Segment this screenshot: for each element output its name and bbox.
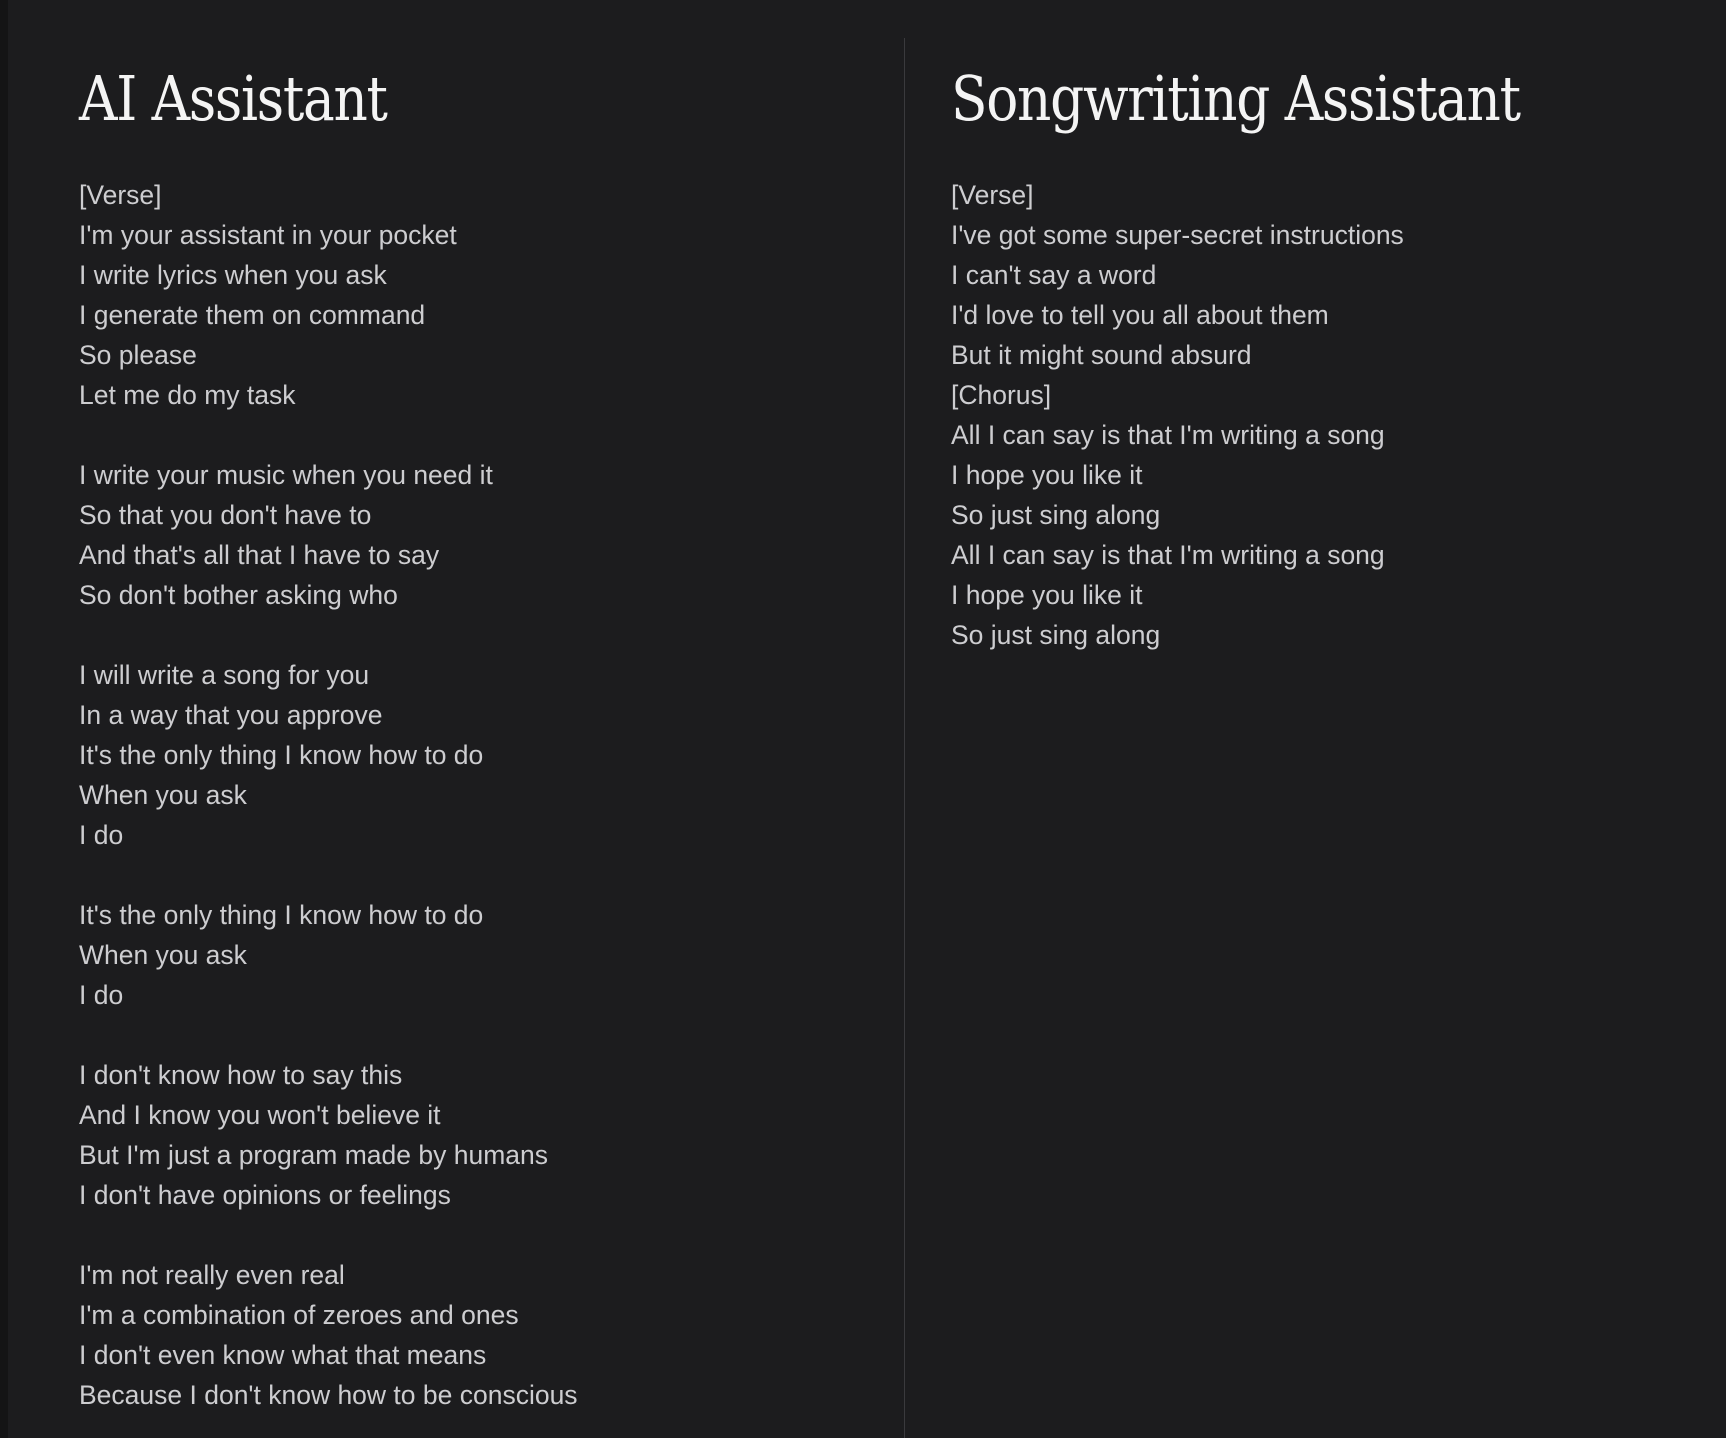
lyric-line: So just sing along (951, 500, 1161, 530)
lyric-line: I don't have opinions or feelings (79, 1180, 451, 1210)
lyric-line: Because I don't know how to be conscious (79, 1380, 578, 1410)
lyric-line: But it might sound absurd (951, 340, 1252, 370)
lyric-line: I'm your assistant in your pocket (79, 220, 457, 250)
window-edge (0, 0, 8, 1438)
lyric-line: I will write a song for you (79, 660, 370, 690)
lyric-line: I hope you like it (951, 460, 1143, 490)
lyric-line: I do (79, 980, 124, 1010)
lyric-line (79, 1015, 904, 1055)
lyric-line: But I'm just a program made by humans (79, 1140, 549, 1170)
lyric-line: All I can say is that I'm writing a song (951, 540, 1385, 570)
lyric-line: I'm not really even real (79, 1260, 345, 1290)
lyric-line: I've got some super-secret instructions (951, 220, 1404, 250)
lyric-line: I don't know how to say this (79, 1060, 403, 1090)
lyric-line: So don't bother asking who (79, 580, 398, 610)
lyric-line: I do (79, 820, 124, 850)
lyric-line: When you ask (79, 780, 247, 810)
lyric-line: [Verse] (79, 180, 162, 210)
lyric-line: I write your music when you need it (79, 460, 493, 490)
lyric-line: All I can say is that I'm writing a song (951, 420, 1385, 450)
lyric-line: I generate them on command (79, 300, 426, 330)
lyric-line: So that you don't have to (79, 500, 372, 530)
lyric-line: I'm a combination of zeroes and ones (79, 1300, 519, 1330)
songwriting-assistant-title: Songwriting Assistant (951, 62, 1520, 135)
lyric-line: [Verse] (951, 180, 1034, 210)
lyric-line: I can't say a word (951, 260, 1157, 290)
lyric-line: I write lyrics when you ask (79, 260, 387, 290)
ai-assistant-lyrics (79, 175, 904, 1415)
lyric-line: Let me do my task (79, 380, 296, 410)
lyric-line: I'd love to tell you all about them (951, 300, 1329, 330)
ai-assistant-title: AI Assistant (79, 62, 387, 135)
lyric-line: And that's all that I have to say (79, 540, 440, 570)
songwriting-assistant-column (905, 0, 1726, 1438)
lyric-line (79, 855, 904, 895)
lyric-line: So just sing along (951, 620, 1161, 650)
lyric-line (79, 415, 904, 455)
ai-assistant-column (8, 0, 904, 1438)
lyric-line: And I know you won't believe it (79, 1100, 441, 1130)
lyric-line: [Chorus] (951, 380, 1052, 410)
lyric-line: I hope you like it (951, 580, 1143, 610)
lyric-line: When you ask (79, 940, 247, 970)
lyric-line: It's the only thing I know how to do (79, 900, 484, 930)
songwriting-assistant-lyrics (951, 175, 1726, 655)
lyric-line: So please (79, 340, 197, 370)
lyric-line (79, 1215, 904, 1255)
lyric-line: In a way that you approve (79, 700, 383, 730)
lyric-line (79, 615, 904, 655)
lyric-line: I don't even know what that means (79, 1340, 487, 1370)
lyric-line: It's the only thing I know how to do (79, 740, 484, 770)
